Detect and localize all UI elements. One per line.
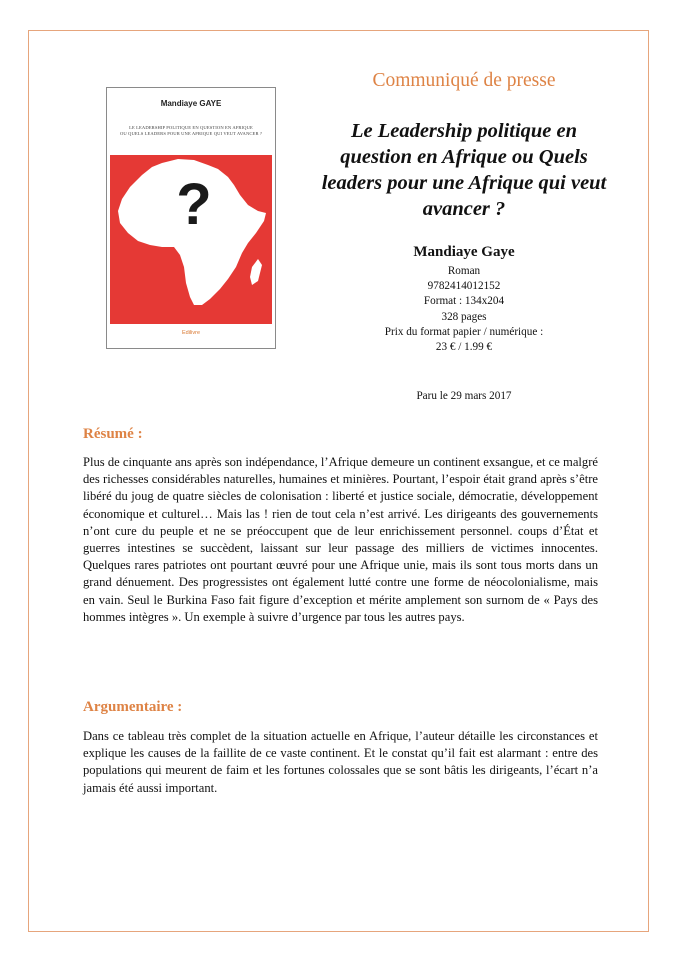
press-release-header: Communiqué de presse [372, 70, 556, 91]
book-pages: 328 pages [441, 310, 487, 323]
book-cover [106, 87, 276, 349]
cover-title-line-1: LE LEADERSHIP POLITIQUE EN QUESTION EN AFRIQUE [129, 125, 253, 130]
cover-author: Mandiaye GAYE [160, 99, 222, 108]
book-price: 23 € / 1.99 € [435, 341, 493, 354]
cover-publisher: Edilivre [181, 330, 201, 336]
question-mark-icon: ? [176, 172, 212, 237]
summary-text: Plus de cinquante ans après son indépendance, l’Afrique demeure un continent exsangue, et ce malgré des richesses considérables naturelles, humaines et minières. Pourtant, l’espoir était grand après s’être libéré du joug de quatre siècles de colonisation : liberté et justice sociale, démocratie, développement économique et culturel… Mais las ! rien de tout cela n’est arrivé. Les dirigeants des gouvernements n’ont cure du peuple et ne se préoccupent que de leur enrichissement personnel. coups d’État et guerres intestines se succèdent, laissant sur leur passage des milliers de victimes innocentes. Quelques rares patriotes ont pourtant œuvré pour une Afrique unie, mais ils sont tous morts dans un grand dénuement. Des progressistes ont également lutté contre une forme de néocolonialisme, mais en vain. Seul le Burkina Faso fait figure d’exception et mérite amplement son surnom de « Pays des hommes intègres ». Un exemple à suivre d’urgence par tous les autres pays. [83, 455, 598, 624]
book-format: Format : 134x204 [423, 295, 505, 308]
release-date: Paru le 29 mars 2017 [416, 390, 512, 402]
book-genre: Roman [447, 265, 481, 277]
argument-heading: Argumentaire : [83, 699, 183, 715]
book-author: Mandiaye Gaye [413, 244, 515, 260]
book-isbn: 9782414012152 [427, 280, 501, 293]
africa-map-illustration [110, 155, 272, 324]
argument-text: Dans ce tableau très complet de la situation actuelle en Afrique, l’auteur détaille les circonstances et explique les causes de la faillite de ce vaste continent. Et le constat qu’il fait est alarmant : entre des populations qui meurent de faim et les fortunes colossales que se sont bâtis les dirigeants, l’écart n’a jamais été aussi important. [83, 729, 598, 795]
cover-title-line-2: OU QUELS LEADERS POUR UNE AFRIQUE QUI VEUT AVANCER ? [119, 131, 263, 136]
summary-heading: Résumé : [83, 426, 143, 442]
book-title: Le Leadership politique en question en Afrique ou Quels leaders pour une Afrique qui veut avancer ? [321, 120, 607, 220]
book-price-label: Prix du format papier / numérique : [384, 325, 544, 338]
book-details [320, 264, 608, 355]
cover-title [117, 125, 265, 137]
